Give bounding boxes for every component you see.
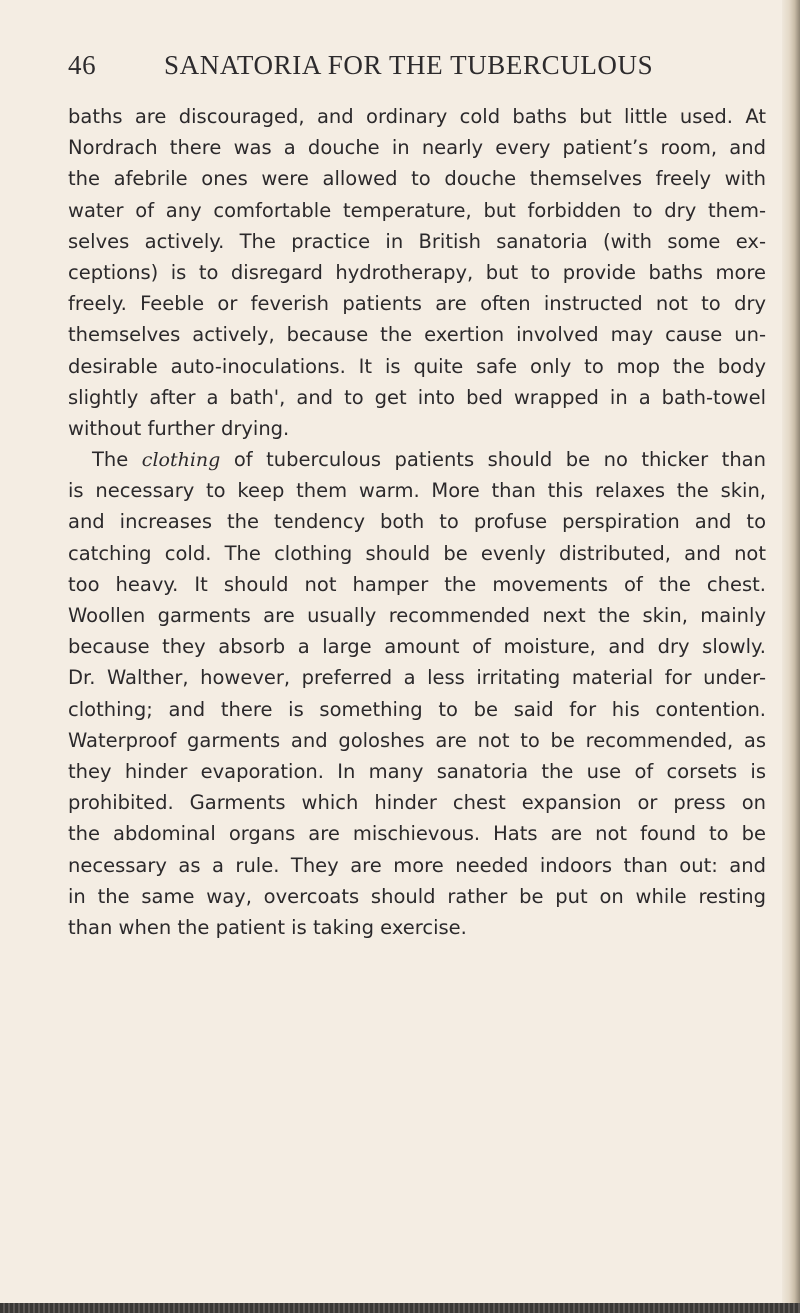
paragraph-first-line (68, 444, 766, 475)
text-line: in the same way, overcoats should rather be put on while resting (68, 884, 766, 908)
text-line: selves actively. The practice in British sanatoria (with some ex- (68, 229, 766, 253)
text-line: themselves actively, because the exertion involved may cause un- (68, 323, 766, 347)
text-line: slightly after a bath', and to get into bed wrapped in a bath-towel (68, 385, 766, 409)
body-text (68, 101, 766, 943)
text-fragment: The (92, 448, 129, 472)
page-number: 46 (68, 50, 97, 80)
text-line: water of any comfortable temperature, but forbidden to dry them- (68, 198, 766, 222)
page-edge-right (782, 0, 800, 1313)
italic-term: clothing (141, 449, 221, 472)
text-line: desirable auto-inoculations. It is quite safe only to mop the body (68, 354, 766, 378)
text-line: baths are discouraged, and ordinary cold baths but little used. At (68, 105, 766, 128)
text-line: too heavy. It should not hamper the movements of the chest. (68, 572, 766, 596)
text-fragment: of tuberculous patients should be no thicker than (233, 448, 766, 472)
text-line: clothing; and there is something to be said for his contention. (68, 697, 766, 721)
text-line: prohibited. Garments which hinder chest expansion or press on (68, 791, 766, 815)
running-head (68, 50, 768, 90)
text-line: necessary as a rule. They are more needed indoors than out: and (68, 853, 766, 877)
text-line: because they absorb a large amount of moisture, and dry slowly. (68, 635, 766, 659)
text-line: the afebrile ones were allowed to douche themselves freely with (68, 167, 766, 191)
text-line: the abdominal organs are mischievous. Hats are not found to be (68, 822, 766, 846)
running-title: SANATORIA FOR THE TUBERCULOUS (164, 50, 654, 80)
text-line: Waterproof garments and goloshes are not to be recommended, as (68, 728, 766, 752)
text-line: Woollen garments are usually recommended next the skin, mainly (68, 604, 766, 627)
text-line: catching cold. The clothing should be evenly distributed, and not (68, 541, 766, 565)
text-line: without further drying. (68, 416, 290, 440)
text-line: Nordrach there was a douche in nearly every patient’s room, and (68, 136, 766, 160)
text-line: is necessary to keep them warm. More than this relaxes the skin, (68, 479, 766, 503)
text-line: freely. Feeble or feverish patients are often instructed not to dry (68, 292, 766, 316)
text-line: ceptions) is to disregard hydrotherapy, but to provide baths more (68, 260, 766, 284)
text-line: than when the patient is taking exercise. (68, 915, 467, 939)
text-line: they hinder evaporation. In many sanatoria the use of corsets is (68, 759, 766, 783)
text-line: Dr. Walther, however, preferred a less irritating material for under- (68, 666, 766, 690)
text-line: and increases the tendency both to profuse perspiration and to (68, 510, 766, 534)
page-edge-bottom (0, 1303, 800, 1313)
